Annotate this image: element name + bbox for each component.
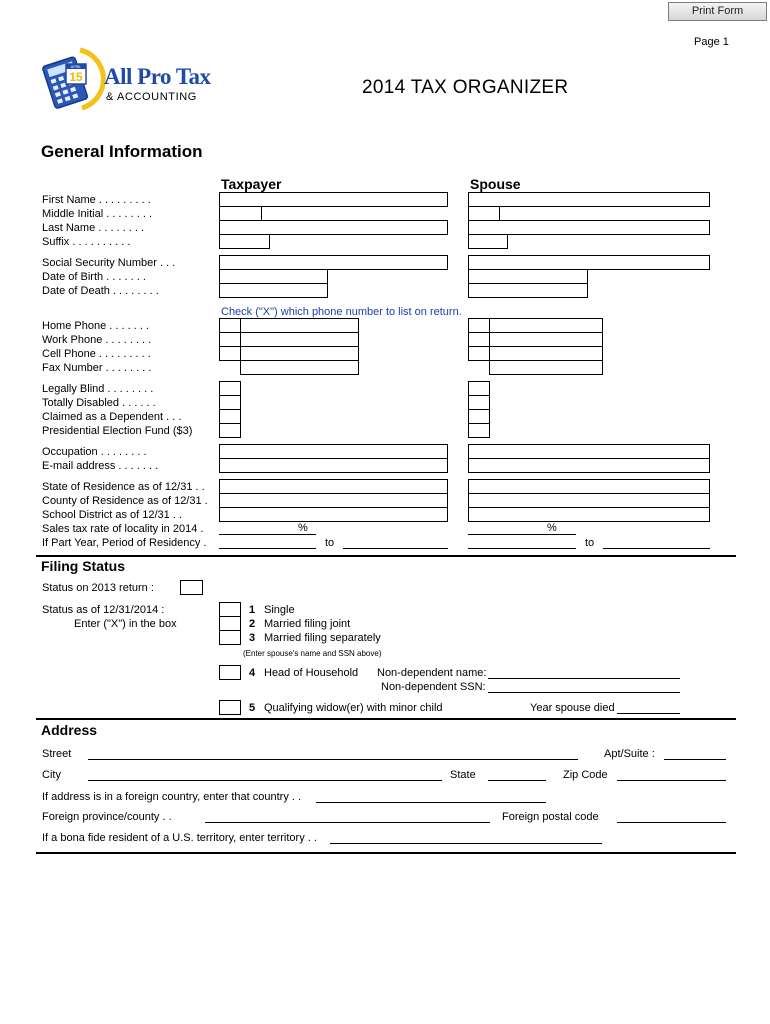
spouse-suffix-input[interactable] [468, 234, 508, 249]
option-4-label: Head of Household [264, 667, 359, 679]
spouse-dob-input[interactable] [468, 269, 588, 284]
spouse-county-input[interactable] [468, 493, 710, 508]
zip-code-label: Zip Code [563, 769, 608, 781]
city-input[interactable] [88, 780, 442, 781]
spouse-email-input[interactable] [468, 458, 710, 473]
spouse-last-name-input[interactable] [468, 220, 710, 235]
spouse-sales-tax-input[interactable] [468, 534, 576, 535]
taxpayer-county-input[interactable] [219, 493, 448, 508]
email-label: E-mail address . . . . . . . [42, 460, 159, 472]
spouse-first-name-input[interactable] [468, 192, 710, 207]
status-2013-label: Status on 2013 return : [42, 582, 154, 594]
year-spouse-died-input[interactable] [617, 713, 680, 714]
spouse-percent-sign: % [547, 522, 557, 534]
taxpayer-fax-input[interactable] [240, 360, 359, 375]
company-logo [42, 46, 212, 112]
foreign-country-label: If address is in a foreign country, enter that country . . [42, 791, 302, 803]
single-checkbox[interactable] [219, 602, 241, 617]
taxpayer-percent-sign: % [298, 522, 308, 534]
spouse-dependent-checkbox[interactable] [468, 409, 490, 424]
dod-label: Date of Death . . . . . . . . [42, 285, 159, 297]
qualifying-widow-checkbox[interactable] [219, 700, 241, 715]
spouse-ssn-input[interactable] [468, 255, 710, 270]
taxpayer-home-phone-checkbox[interactable] [219, 318, 241, 333]
spouse-period-from-input[interactable] [468, 548, 576, 549]
suffix-label: Suffix . . . . . . . . . . [42, 236, 131, 248]
apt-suite-input[interactable] [664, 759, 726, 760]
election-fund-label: Presidential Election Fund ($3) [42, 425, 193, 437]
option-3-number: 3 [249, 632, 256, 644]
married-separate-checkbox[interactable] [219, 630, 241, 645]
taxpayer-email-input[interactable] [219, 458, 448, 473]
spouse-fax-input[interactable] [489, 360, 603, 375]
year-spouse-died-label: Year spouse died [530, 702, 615, 714]
taxpayer-last-name-input[interactable] [219, 220, 448, 235]
spouse-blind-checkbox[interactable] [468, 381, 490, 396]
spouse-middle-initial-input[interactable] [468, 206, 500, 221]
taxpayer-school-input[interactable] [219, 507, 448, 522]
taxpayer-state-input[interactable] [219, 479, 448, 494]
taxpayer-disabled-checkbox[interactable] [219, 395, 241, 410]
taxpayer-blind-checkbox[interactable] [219, 381, 241, 396]
nondependent-name-label: Non-dependent name: [377, 667, 487, 679]
spouse-cell-phone-input[interactable] [489, 346, 603, 361]
logo-brand: All Pro Tax [104, 64, 211, 89]
filing-section-divider [36, 555, 736, 557]
taxpayer-home-phone-input[interactable] [240, 318, 359, 333]
address-heading: Address [41, 722, 98, 738]
foreign-province-input[interactable] [205, 822, 490, 823]
phone-instruction: Check ("X") which phone number to list on return. [221, 306, 462, 318]
taxpayer-middle-initial-input[interactable] [219, 206, 262, 221]
status-2014-label: Status as of 12/31/2014 : [42, 604, 165, 616]
taxpayer-period-from-input[interactable] [219, 548, 316, 549]
fax-number-label: Fax Number . . . . . . . . [42, 362, 152, 374]
spouse-occupation-input[interactable] [468, 444, 710, 459]
foreign-province-label: Foreign province/county . . [42, 811, 172, 823]
taxpayer-dob-input[interactable] [219, 269, 328, 284]
spouse-cell-phone-checkbox[interactable] [468, 346, 490, 361]
territory-input[interactable] [330, 843, 602, 844]
dob-label: Date of Birth . . . . . . . [42, 271, 146, 283]
street-label: Street [42, 748, 72, 760]
address-section-divider [36, 718, 736, 720]
work-phone-label: Work Phone . . . . . . . . [42, 334, 152, 346]
claimed-dependent-label: Claimed as a Dependent . . . [42, 411, 182, 423]
taxpayer-suffix-input[interactable] [219, 234, 270, 249]
spouse-home-phone-input[interactable] [489, 318, 603, 333]
taxpayer-work-phone-input[interactable] [240, 332, 359, 347]
married-joint-checkbox[interactable] [219, 616, 241, 631]
nondependent-name-input[interactable] [488, 678, 680, 679]
spouse-column-header: Spouse [470, 176, 521, 192]
spouse-work-phone-checkbox[interactable] [468, 332, 490, 347]
first-name-label: First Name . . . . . . . . . [42, 194, 151, 206]
spouse-school-input[interactable] [468, 507, 710, 522]
last-name-label: Last Name . . . . . . . . [42, 222, 145, 234]
option-2-number: 2 [249, 618, 256, 630]
zip-code-input[interactable] [617, 780, 726, 781]
option-1-label: Single [264, 604, 295, 616]
taxpayer-cell-phone-input[interactable] [240, 346, 359, 361]
svg-text:APRIL: APRIL [70, 65, 82, 69]
sales-tax-label: Sales tax rate of locality in 2014 . [42, 523, 204, 535]
middle-initial-label: Middle Initial . . . . . . . . [42, 208, 153, 220]
taxpayer-work-phone-checkbox[interactable] [219, 332, 241, 347]
taxpayer-dod-input[interactable] [219, 283, 328, 298]
city-label: City [42, 769, 61, 781]
spouse-work-phone-input[interactable] [489, 332, 603, 347]
foreign-postal-label: Foreign postal code [502, 811, 599, 823]
option-2-label: Married filing joint [264, 618, 351, 630]
filing-status-heading: Filing Status [41, 558, 125, 574]
spouse-state-input[interactable] [468, 479, 710, 494]
apt-suite-label: Apt/Suite : [604, 748, 655, 760]
option-3-label: Married filing separately [264, 632, 381, 644]
option-4-number: 4 [249, 667, 256, 679]
status-2013-input[interactable] [180, 580, 203, 595]
street-input[interactable] [88, 759, 578, 760]
option-3-note: (Enter spouse's name and SSN above) [243, 649, 382, 658]
spouse-dod-input[interactable] [468, 283, 588, 298]
ssn-label: Social Security Number . . . [42, 257, 176, 269]
taxpayer-occupation-input[interactable] [219, 444, 448, 459]
occupation-label: Occupation . . . . . . . . [42, 446, 147, 458]
page-number: Page 1 [694, 36, 729, 48]
nondependent-ssn-input[interactable] [488, 692, 680, 693]
enter-x-instruction: Enter ("X") in the box [74, 618, 177, 630]
head-of-household-checkbox[interactable] [219, 665, 241, 680]
bottom-divider [36, 852, 736, 854]
spouse-disabled-checkbox[interactable] [468, 395, 490, 410]
home-phone-label: Home Phone . . . . . . . [42, 320, 149, 332]
option-1-number: 1 [249, 604, 256, 616]
spouse-election-checkbox[interactable] [468, 423, 490, 438]
taxpayer-dependent-checkbox[interactable] [219, 409, 241, 424]
logo-subtitle: & ACCOUNTING [106, 91, 197, 103]
legally-blind-label: Legally Blind . . . . . . . . [42, 383, 154, 395]
state-input[interactable] [488, 780, 546, 781]
taxpayer-election-checkbox[interactable] [219, 423, 241, 438]
taxpayer-column-header: Taxpayer [221, 176, 282, 192]
cell-phone-label: Cell Phone . . . . . . . . . [42, 348, 151, 360]
taxpayer-first-name-input[interactable] [219, 192, 448, 207]
spouse-home-phone-checkbox[interactable] [468, 318, 490, 333]
state-label: State [450, 769, 476, 781]
print-form-button[interactable]: Print Form [668, 2, 767, 21]
taxpayer-cell-phone-checkbox[interactable] [219, 346, 241, 361]
option-5-label: Qualifying widow(er) with minor child [264, 702, 443, 714]
territory-label: If a bona fide resident of a U.S. territory, enter territory . . [42, 832, 317, 844]
spouse-to-label: to [585, 537, 595, 549]
county-residence-label: County of Residence as of 12/31 . [42, 495, 208, 507]
svg-text:15: 15 [69, 70, 83, 84]
taxpayer-to-label: to [325, 537, 335, 549]
general-info-heading: General Information [41, 142, 203, 161]
foreign-country-input[interactable] [316, 802, 546, 803]
page-title: 2014 TAX ORGANIZER [362, 77, 569, 98]
calculator-logo-icon [42, 46, 112, 112]
taxpayer-ssn-input[interactable] [219, 255, 448, 270]
foreign-postal-input[interactable] [617, 822, 726, 823]
nondependent-ssn-label: Non-dependent SSN: [381, 681, 486, 693]
option-5-number: 5 [249, 702, 256, 714]
totally-disabled-label: Totally Disabled . . . . . . [42, 397, 156, 409]
part-year-label: If Part Year, Period of Residency . [42, 537, 207, 549]
spouse-period-to-input[interactable] [603, 548, 710, 549]
state-residence-label: State of Residence as of 12/31 . . [42, 481, 205, 493]
school-district-label: School District as of 12/31 . . [42, 509, 183, 521]
taxpayer-period-to-input[interactable] [343, 548, 448, 549]
